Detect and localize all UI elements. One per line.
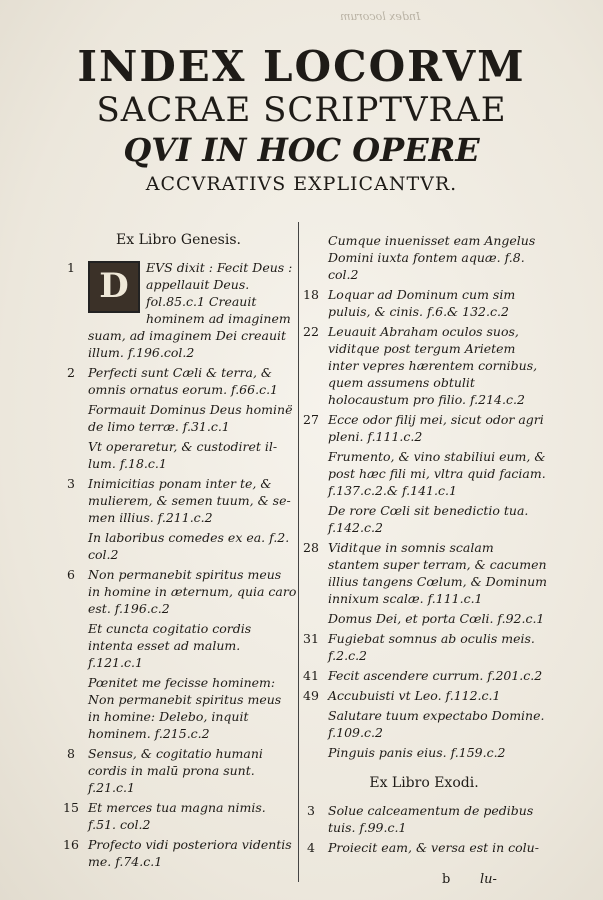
- index-entry: [300, 667, 548, 684]
- right-column: [300, 232, 548, 859]
- verse-number: 3: [67, 476, 75, 491]
- section-genesis: Ex Libro Genesis.: [116, 232, 241, 248]
- entry-text: Accubuisti vt Leo. f.112.c.1: [328, 688, 501, 703]
- entry-text: Non permanebit spiritus meus in homine in æternum, quia caro est. f.196.c.2: [88, 567, 297, 616]
- index-entry: [300, 323, 548, 408]
- index-entry: [300, 687, 548, 704]
- entry-text: EVS dixit : Fecit Deus : appellauit Deus. fol.85.c.1 Creauit hominem ad imaginem suam, ad imaginem Dei creauit illum. f.196.col.2: [88, 260, 293, 360]
- index-entry: [60, 674, 297, 742]
- index-entry: [60, 364, 297, 398]
- index-entry: [300, 286, 548, 320]
- index-entry: [60, 836, 297, 870]
- index-entry: [300, 610, 548, 627]
- index-entry: [300, 707, 548, 741]
- entry-text: Salutare tuum expectabo Domine. f.109.c.2: [328, 708, 545, 740]
- entry-text: Profecto vidi posteriora videntis me. f.74.c.1: [88, 837, 292, 869]
- entry-text: Cumque inuenisset eam Angelus Domini iuxta fontem aquæ. f.8. col.2: [328, 233, 536, 282]
- entry-text: Ecce odor filij mei, sicut odor agri pleni. f.111.c.2: [328, 412, 544, 444]
- decorated-initial: D: [88, 261, 140, 313]
- entry-text: Fugiebat somnus ab oculis meis. f.2.c.2: [328, 631, 535, 663]
- index-entry: [60, 529, 297, 563]
- index-entry: [300, 448, 548, 499]
- index-entry: [300, 839, 548, 856]
- verse-number: 22: [303, 324, 319, 339]
- verse-number: 27: [303, 412, 319, 427]
- index-entry: [60, 799, 297, 833]
- title-line-4: ACCVRATIVS EXPLICANTVR.: [145, 173, 458, 195]
- left-entries: [60, 364, 297, 870]
- entry-text: Viditque in somnis scalam stantem super terram, & cacumen illius tangens Cœlum, & Dominum innixum scalæ. f.111.c.1: [328, 540, 548, 606]
- entry-text: Et merces tua magna nimis. f.51. col.2: [88, 800, 266, 832]
- index-entry: [60, 620, 297, 671]
- verse-number: 8: [67, 746, 75, 761]
- verse-number: 2: [67, 365, 75, 380]
- verse-number: 3: [307, 803, 315, 818]
- entry-text: Leuauit Abraham oculos suos, viditque post tergum Arietem inter vepres hærentem cornibus, quem assumens obtulit holocaustum pro filio. f.214.c.2: [328, 324, 538, 407]
- signature-mark: b: [442, 872, 451, 887]
- entry-text: Solue calceamentum de pedibus tuis. f.99.c.1: [328, 803, 534, 835]
- column-rule: [298, 222, 299, 882]
- title-line-2: SACRAE SCRIPTVRAE: [96, 90, 507, 130]
- verse-number: 31: [303, 631, 319, 646]
- index-entry: [300, 539, 548, 607]
- entry-text: Proiecit eam, & versa est in colu-: [328, 840, 539, 855]
- entry-text: Sensus, & cogitatio humani cordis in malū prona sunt. f.21.c.1: [88, 746, 263, 795]
- index-entry: [300, 232, 548, 283]
- entry-text: Pœnitet me fecisse hominem: Non permanebit spiritus meus in homine: Delebo, inquit hominem. f.215.c.2: [88, 675, 282, 741]
- verse-number: 49: [303, 688, 319, 703]
- entry-text: Inimicitias ponam inter te, & mulierem, & semen tuum, & se-men illius. f.211.c.2: [88, 476, 291, 525]
- entry-text: Loquar ad Dominum cum sim puluis, & cinis. f.6.& 132.c.2: [328, 287, 516, 319]
- verse-number: 4: [307, 840, 315, 855]
- entry-text: Et cuncta cogitatio cordis intenta esset ad malum. f.121.c.1: [88, 621, 252, 670]
- entry-text: Fecit ascendere currum. f.201.c.2: [328, 668, 543, 683]
- verse-number: 41: [303, 668, 319, 683]
- verse-number: 18: [303, 287, 319, 302]
- index-entry: [300, 630, 548, 664]
- entry-text: Domus Dei, et porta Cœli. f.92.c.1: [328, 611, 545, 626]
- index-entry: [300, 744, 548, 761]
- index-entry: [60, 475, 297, 526]
- entry-first: [60, 259, 297, 361]
- index-entry: [300, 502, 548, 536]
- verse-number: 15: [63, 800, 79, 815]
- entry-text: Vt operaretur, & custodiret il-lum. f.18.c.1: [88, 439, 278, 471]
- title-line-3: QVI IN HOC OPERE: [123, 131, 480, 169]
- index-entry: [300, 802, 548, 836]
- section-exodus: Ex Libro Exodi.: [369, 775, 479, 791]
- entry-text: Frumento, & vino stabiliui eum, & post hæc fili mi, vltra quid faciam. f.137.c.2.& f.141.c.1: [328, 449, 546, 498]
- index-entry: [60, 438, 297, 472]
- index-entry: [60, 745, 297, 796]
- right-entries-a: [300, 232, 548, 761]
- title-line-1: INDEX LOCORVM: [77, 42, 526, 91]
- index-entry: [60, 401, 297, 435]
- entry-text: Pinguis panis eius. f.159.c.2: [328, 745, 506, 760]
- entry-text: Perfecti sunt Cæli & terra, & omnis ornatus eorum. f.66.c.1: [88, 365, 278, 397]
- title-block: [0, 44, 603, 198]
- entry-text: De rore Cœli sit benedictio tua. f.142.c.2: [328, 503, 529, 535]
- bleed-through-text: Index locorum: [340, 10, 421, 23]
- verse-number: 1: [67, 260, 75, 275]
- entry-text: Formauit Dominus Deus hominë de limo terræ. f.31.c.1: [88, 402, 293, 434]
- left-column: [60, 232, 297, 873]
- index-entry: [60, 566, 297, 617]
- catchword: lu-: [480, 872, 497, 887]
- entry-text: In laboribus comedes ex ea. f.2. col.2: [88, 530, 290, 562]
- verse-number: 6: [67, 567, 75, 582]
- verse-number: 28: [303, 540, 319, 555]
- index-entry: [300, 411, 548, 445]
- verse-number: 16: [63, 837, 79, 852]
- right-entries-b: [300, 802, 548, 856]
